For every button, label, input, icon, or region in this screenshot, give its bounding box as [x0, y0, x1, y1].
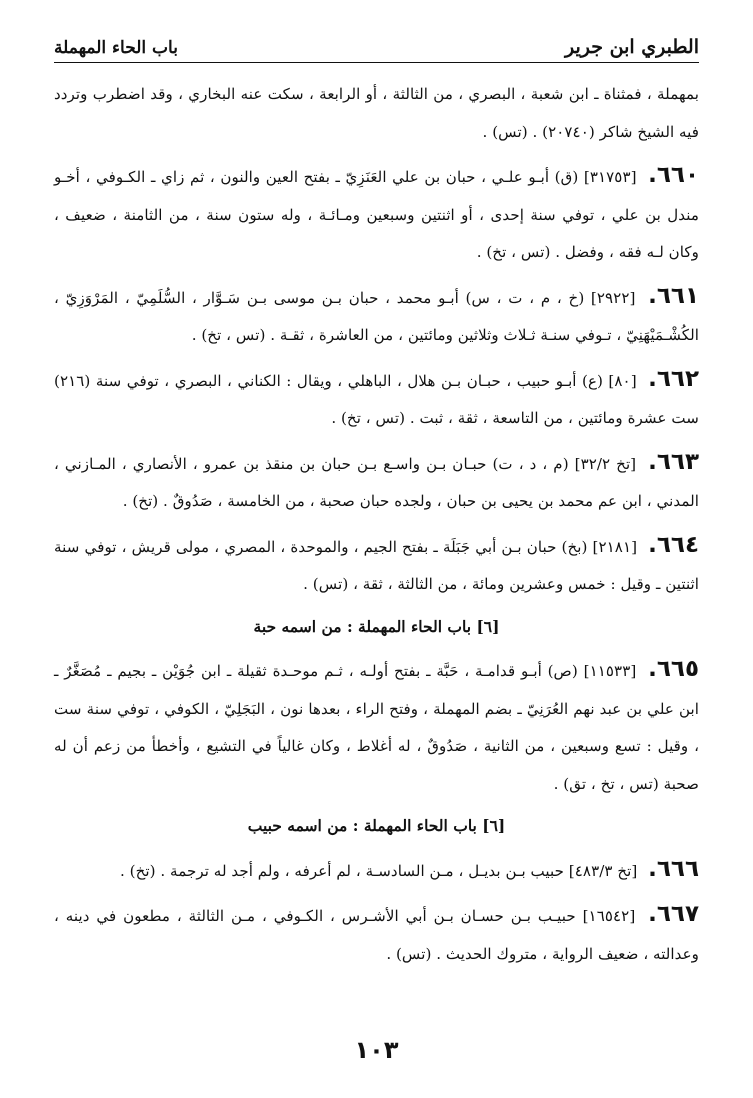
entry-text: [تخ ٣٢/٢] (م ، د ، ت) حبـان بـن واسـع بـن حبان بن منقذ بن عمرو ، الأنصاري ، المـازني ، المدني ، ابن عم محمد بن يحيى بن حبان ، ولجده حبان صحبة ، من الخامسة ، صَدُوقٌ . (تخ) .	[54, 454, 699, 510]
section-heading-habba: [٦] باب الحاء المهملة : من اسمه حبة	[253, 616, 500, 636]
entry-number: ٦٦١.	[648, 282, 699, 309]
entry-number: ٦٦٤.	[648, 531, 700, 558]
header-chapter-title: باب الحاء المهملة	[54, 38, 178, 58]
entry-661	[54, 278, 699, 355]
entry-665	[54, 651, 699, 803]
entry-text: [تخ ٤٨٣/٣] حبيب بـن بديـل ، مـن السادسـة ، لم أعرفه ، ولم أجد له ترجمة . (تخ) .	[120, 861, 638, 880]
page-body	[54, 76, 699, 1036]
entry-660	[54, 157, 699, 272]
entry-664	[54, 527, 699, 604]
entry-number: ٦٦٥.	[648, 656, 700, 682]
entry-number: ٦٦٦.	[648, 855, 699, 882]
entry-number: ٦٦٠.	[648, 162, 699, 188]
entry-666	[54, 851, 699, 891]
entry-text: [٢١٨١] (بخ) حبان بـن أبي جَبَلَة ـ بفتح الجيم ، والموحدة ، المصري ، مولى قريش ، توفي سنة اثنتين ـ وقيل : خمس وعشرين ومائة ، من الثالثة ، ثقة ، (تس) .	[54, 537, 699, 593]
entry-number: ٦٦٢.	[648, 365, 699, 392]
entry-number: ٦٦٧.	[648, 901, 700, 927]
section-heading-habib: [٦] باب الحاء المهملة : من اسمه حبيب	[247, 816, 506, 835]
entry-667	[54, 896, 699, 973]
entry-text: [١١٥٣٣] (ص) أبـو قدامـة ، حَبَّة ـ بفتح أولـه ، ثـم موحـدة ثقيلة ـ ابن جُوَيْن ـ بجيم ـ مُصَغَّرٌ ـ ابن علي بن عبد نهم العُرَنِيّ ـ بضم المهملة ، وفتح الراء ، بعدها نون ، البَجَلِيّ ، الكوفي ، توفي سنة ست ، وقيل : تسع وسبعين ، من الثانية ، صَدُوقٌ ، له أغلاط ، وكان غالياً في التشيع ، وأخطأ من زعم أن له صحبة (تس ، تخ ، تق) .	[54, 662, 699, 793]
entry-text: [٢٩٢٢] (خ ، م ، ت ، س) أبـو محمد ، حبان بـن موسى بـن سَـوَّار ، السُّلَمِيّ ، المَرْوَزِيّ ، الكُشْـمَيْهَنِيّ ، تـوفي سنـة ثـلاث وثلاثين ومائتين ، من العاشرة ، ثقـة . (تس ، تخ) .	[54, 288, 699, 344]
running-header	[54, 28, 699, 63]
entry-number: ٦٦٣.	[648, 448, 700, 475]
entry-662	[54, 361, 699, 438]
header-book-title: الطبري ابن جرير	[564, 36, 699, 58]
page-number: ١٠٣	[354, 1036, 399, 1064]
entry-text: [١٦٥٤٢] حبيـب بـن حسـان بـن أبي الأشـرس ، الكـوفي ، مـن الثالثة ، مطعون في دينه ، وعدالته ، ضعيف الرواية ، متروك الحديث . (تس) .	[54, 907, 699, 963]
entry-text: [٨٠] (ع) أبـو حبيب ، حبـان بـن هلال ، الباهلي ، ويقال : الكناني ، البصري ، توفي سنة (٢١٦) ست عشرة ومائتين ، من التاسعة ، ثقة ، ثبت . (تس ، تخ) .	[54, 371, 699, 427]
entry-663	[54, 444, 699, 521]
intro-paragraph: بمهملة ، فمثناة ـ ابن شعبة ، البصري ، من الثالثة ، أو الرابعة ، سكت عنه البخاري ، وقد اضطرب وتردد فيه الشيخ شاكر (٢٠٧٤٠) . (تس) .	[54, 85, 699, 141]
entry-text: [٣١٧٥٣] (ق) أبـو علـي ، حبان بن علي العَنَزِيّ ـ بفتح العين والنون ، ثم زاي ـ الكـوفي ، أخـو مندل بن علي ، توفي سنة إحدى ، أو اثنتين وسبعين ومـائـة ، وله ستون سنة ، من الثامنة ، ضعيف ، وكان لـه فقه ، وفضل . (تس ، تخ) .	[54, 168, 699, 261]
